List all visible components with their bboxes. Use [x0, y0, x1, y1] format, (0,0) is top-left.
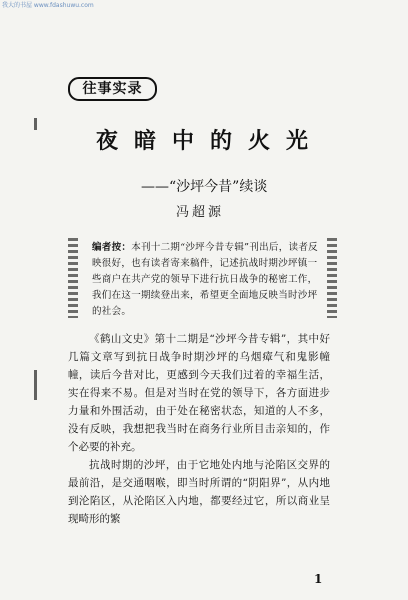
- article-subtitle: ——“沙坪今昔”续谈: [141, 179, 268, 195]
- scan-margin-mark: [34, 118, 37, 130]
- page-number: 1: [314, 572, 323, 586]
- editor-note-border-left: [68, 238, 78, 318]
- section-stamp: [68, 77, 157, 101]
- scan-watermark: 我大的书屋 www.fdashuwu.com: [2, 2, 94, 9]
- body-paragraph: 抗战时期的沙坪，由于它地处内地与沦陷区交界的最前沿，是交通咽喉，即当时所谓的“阴阳界”，从内地到沦陷区，从沦陷区入内地，都要经过它，所以商业呈现畸形的繁: [68, 459, 330, 525]
- editor-note-label: 编者按：: [92, 242, 132, 253]
- body-paragraph: 《鹤山文史》第十二期是“沙坪今昔专辑”，其中好几篇文章写到抗日战争时期沙坪的乌烟瘴气和鬼影幢幢，读后今昔对比，更感到今天我们过着的幸福生活，实在得来不易。但是对当时在党的领导下，各方面进步力量和外围活动，由于处在秘密状态，知道的人不多，没有反映，我想把我当时在商务行业所目击亲知的，作个必要的补充。: [68, 333, 330, 453]
- section-stamp-label: 往事实录: [82, 81, 143, 97]
- editor-note: [92, 240, 324, 320]
- article-author: 冯超源: [176, 205, 225, 220]
- article-body: [68, 330, 330, 528]
- editor-note-text: 本刊十二期“沙坪今昔专辑”刊出后，读者反映很好，也有读者寄来稿件，记述抗战时期沙坪镇一些商户在共产党的领导下进行抗日战争的秘密工作，我们在这一期续登出来，希望更全面地反映当时沙坪的社会。: [92, 242, 318, 317]
- editor-note-border-right: [327, 238, 337, 318]
- article-title: 夜暗中的火光: [96, 128, 325, 154]
- scan-margin-mark: [34, 370, 37, 400]
